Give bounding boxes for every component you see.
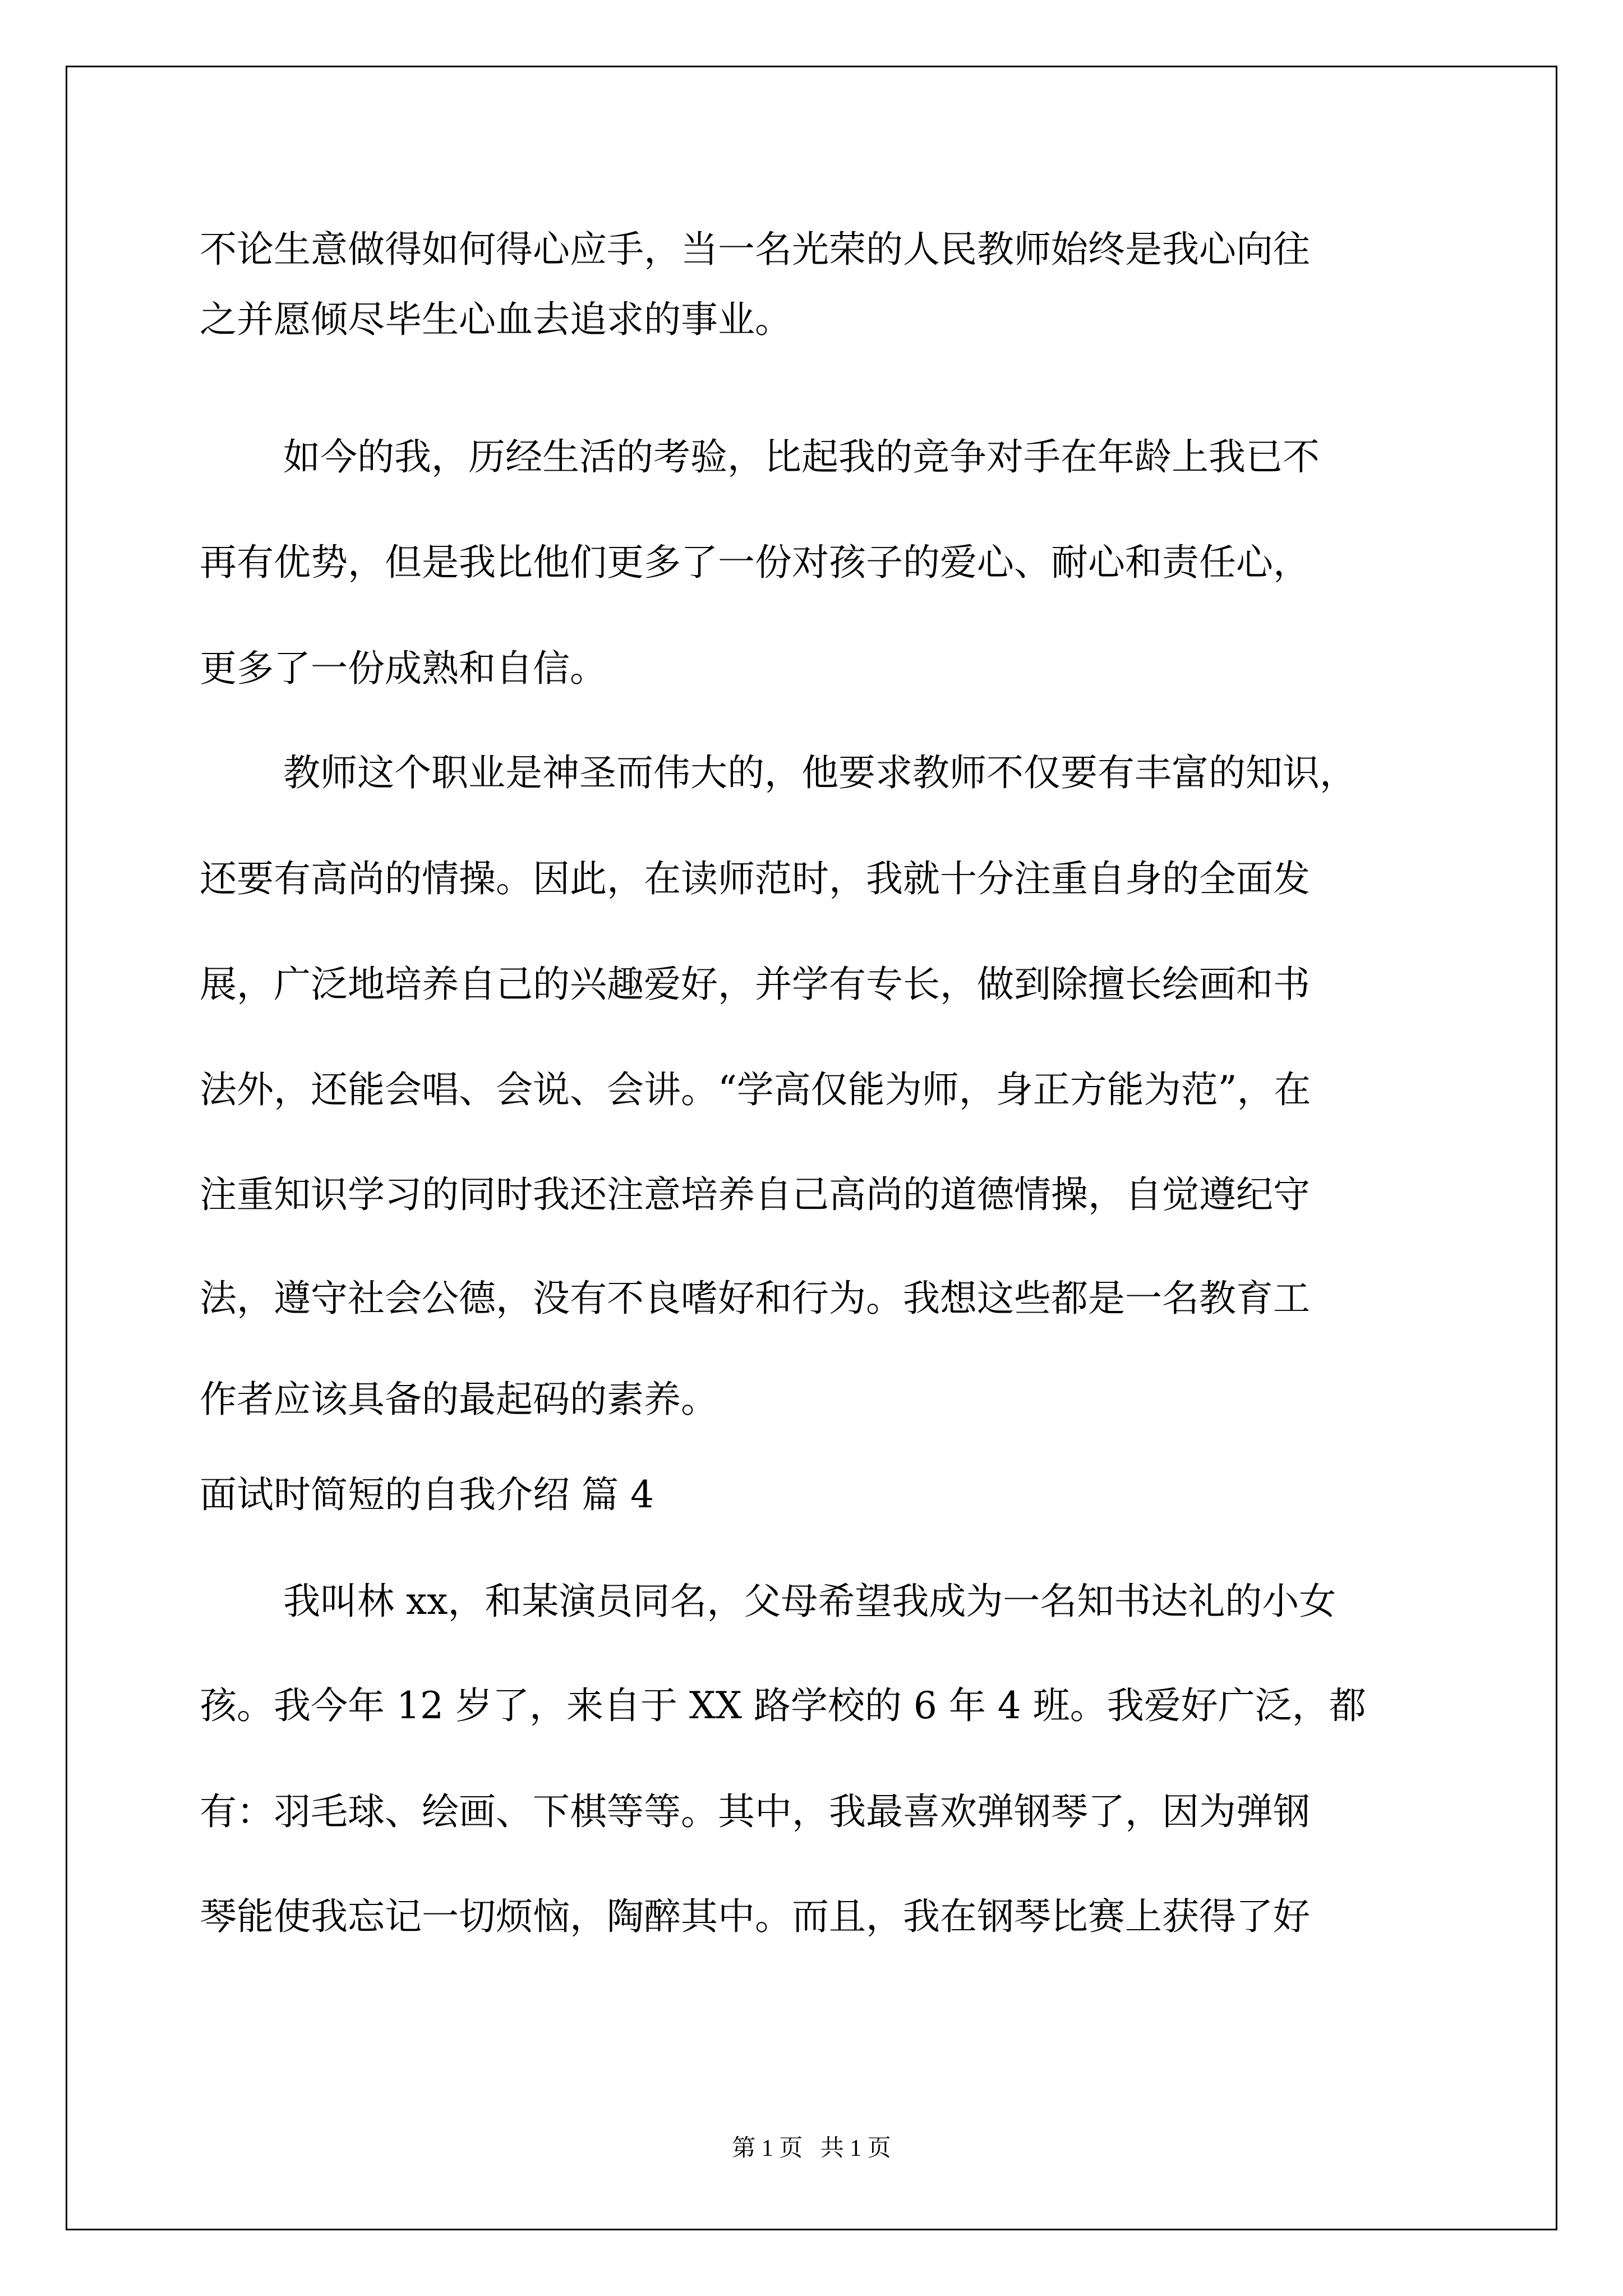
text-line: 还要有高尚的情操。因此，在读师范时，我就十分注重自身的全面发 — [200, 857, 1310, 900]
text-line: 更多了一份成熟和自信。 — [200, 647, 607, 690]
text-line: 有：羽毛球、绘画、下棋等等。其中，我最喜欢弹钢琴了，因为弹钢 — [200, 1790, 1310, 1833]
text-line: 注重知识学习的同时我还注意培养自己高尚的道德情操，自觉遵纪守 — [200, 1173, 1310, 1216]
text-line: 孩。我今年 12 岁了，来自于 XX 路学校的 6 年 4 班。我爱好广泛，都 — [200, 1684, 1366, 1727]
text-line: 如今的我，历经生活的考验，比起我的竞争对手在年龄上我已不 — [283, 435, 1320, 478]
text-line: 展，广泛地培养自己的兴趣爱好，并学有专长，做到除擅长绘画和书 — [200, 963, 1310, 1006]
text-line: 教师这个职业是神圣而伟大的，他要求教师不仅要有丰富的知识， — [283, 751, 1357, 794]
text-line: 我叫林 xx，和某演员同名，父母希望我成为一名知书达礼的小女 — [283, 1580, 1336, 1623]
text-line: 作者应该具备的最起码的素养。 — [200, 1378, 718, 1421]
text-line: 再有优势，但是我比他们更多了一份对孩子的爱心、耐心和责任心， — [200, 541, 1310, 584]
text-line: 不论生意做得如何得心应手，当一名光荣的人民教师始终是我心向往 — [200, 228, 1310, 271]
section-heading: 面试时简短的自我介绍 篇 4 — [200, 1473, 654, 1516]
page-footer: 第 1 页 共 1 页 — [732, 2136, 891, 2161]
text-line: 琴能使我忘记一切烦恼，陶醉其中。而且，我在钢琴比赛上获得了好 — [200, 1895, 1310, 1938]
text-line: 之并愿倾尽毕生心血去追求的事业。 — [200, 298, 792, 341]
text-line: 法外，还能会唱、会说、会讲。“学高仅能为师，身正方能为范”，在 — [200, 1068, 1311, 1111]
text-line: 法，遵守社会公德，没有不良嗜好和行为。我想这些都是一名教育工 — [200, 1277, 1310, 1320]
